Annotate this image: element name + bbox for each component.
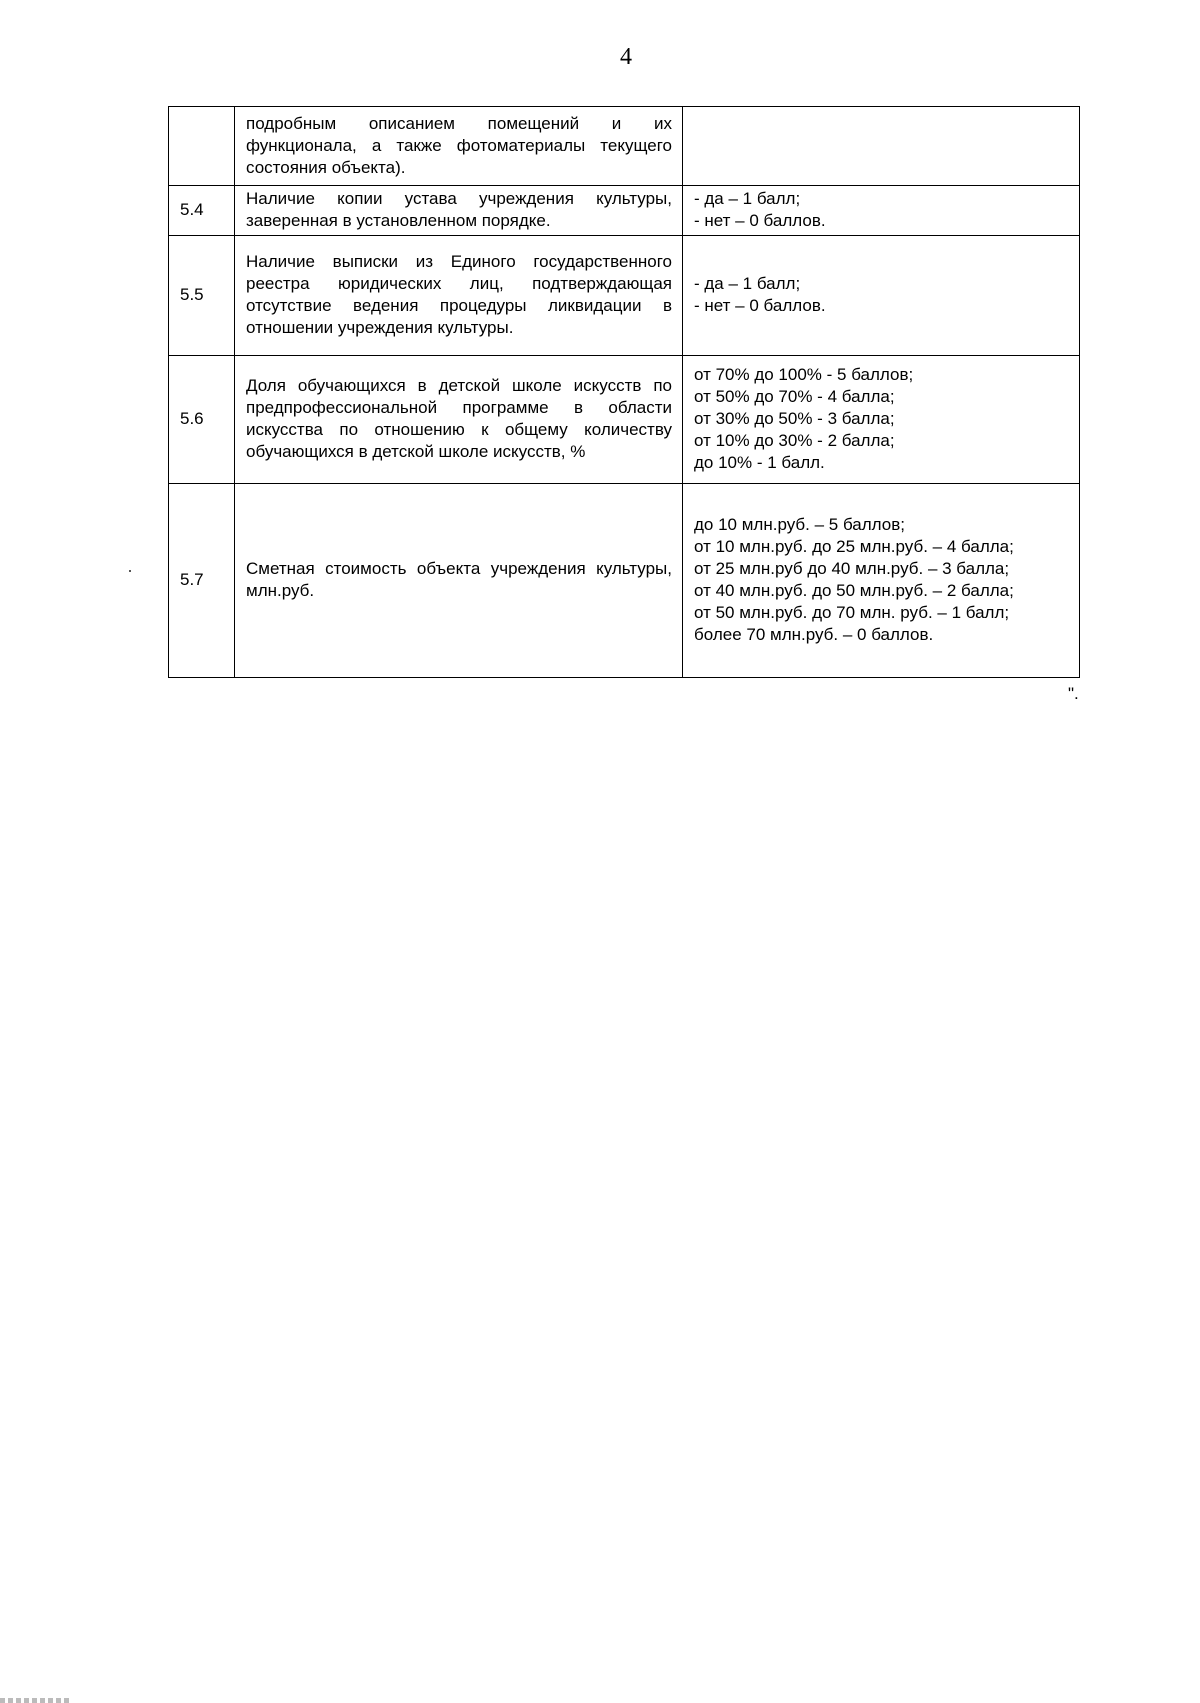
score-line: от 70% до 100% - 5 баллов;	[694, 365, 914, 384]
criterion-number: 5.5	[169, 236, 235, 356]
score-line: - да – 1 балл;	[694, 274, 801, 293]
score-line: - да – 1 балл;	[694, 189, 801, 208]
score-line: от 50 млн.руб. до 70 млн. руб. – 1 балл;	[694, 603, 1010, 622]
criterion-score	[683, 107, 1080, 186]
table-row	[169, 356, 1080, 484]
score-line: от 50% до 70% - 4 балла;	[694, 387, 895, 406]
criterion-number	[169, 107, 235, 186]
score-line: от 10 млн.руб. до 25 млн.руб. – 4 балла;	[694, 537, 1014, 556]
table-row	[169, 186, 1080, 236]
table-row	[169, 236, 1080, 356]
criterion-number: 5.4	[169, 186, 235, 236]
page-number: 4	[620, 44, 632, 70]
table-row	[169, 484, 1080, 678]
criterion-description: Наличие копии устава учреждения культуры, заверенная в установленном порядке.	[235, 186, 683, 236]
score-line: от 40 млн.руб. до 50 млн.руб. – 2 балла;	[694, 581, 1014, 600]
score-line: от 10% до 30% - 2 балла;	[694, 431, 895, 450]
scan-corner-mark	[0, 1698, 70, 1703]
criterion-score	[683, 236, 1080, 356]
score-line: - нет – 0 баллов.	[694, 211, 826, 230]
criteria-table	[168, 106, 1080, 678]
criterion-score	[683, 484, 1080, 678]
criterion-number: 5.7	[169, 484, 235, 678]
score-line: более 70 млн.руб. – 0 баллов.	[694, 625, 934, 644]
criterion-score	[683, 356, 1080, 484]
score-line: от 30% до 50% - 3 балла;	[694, 409, 895, 428]
criterion-score	[683, 186, 1080, 236]
margin-dot	[129, 570, 131, 572]
score-line: до 10 млн.руб. – 5 баллов;	[694, 515, 905, 534]
criterion-description: подробным описанием помещений и их функционала, а также фотоматериалы текущего состояния объекта).	[235, 107, 683, 186]
criterion-description: Наличие выписки из Единого государственного реестра юридических лиц, подтверждающая отсутствие ведения процедуры ликвидации в отношении учреждения культуры.	[235, 236, 683, 356]
score-line: до 10% - 1 балл.	[694, 453, 825, 472]
score-line: от 25 млн.руб до 40 млн.руб. – 3 балла;	[694, 559, 1010, 578]
closing-quote: ".	[1068, 684, 1079, 703]
score-line: - нет – 0 баллов.	[694, 296, 826, 315]
criterion-description: Доля обучающихся в детской школе искусств по предпрофессиональной программе в области искусства по отношению к общему количеству обучающихся в детской школе искусств, %	[235, 356, 683, 484]
criterion-number: 5.6	[169, 356, 235, 484]
criterion-description: Сметная стоимость объекта учреждения культуры, млн.руб.	[235, 484, 683, 678]
table-row	[169, 107, 1080, 186]
